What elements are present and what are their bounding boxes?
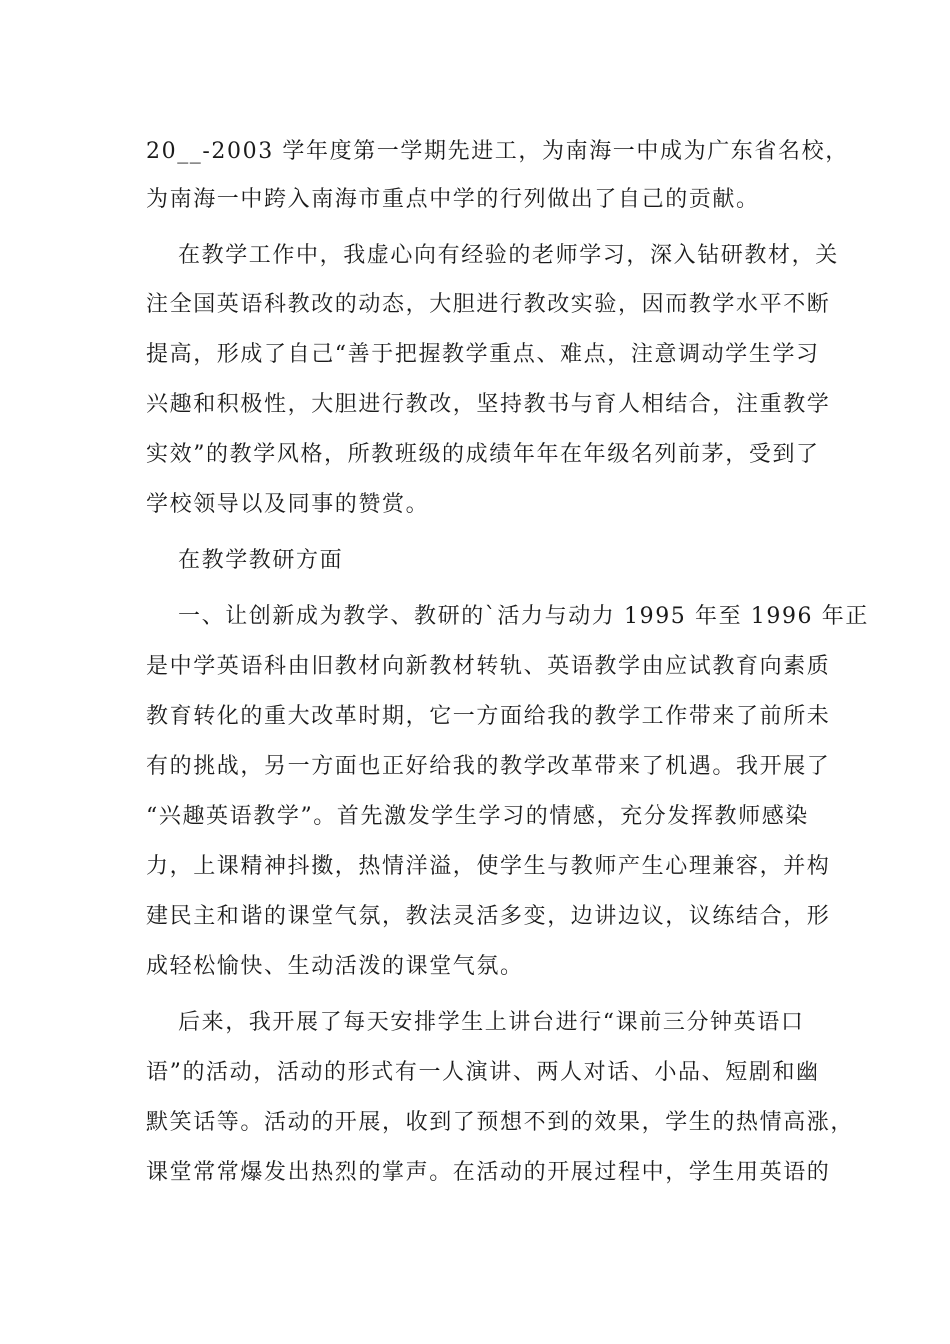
text-line: 兴趣和积极性，大胆进行教改，坚持教书与育人相结合，注重教学: [146, 392, 831, 417]
text-line: 建民主和谐的课堂气氛，教法灵活多变，边讲边议，议练结合，形: [146, 904, 831, 929]
text-line: 注全国英语科教改的动态，大胆进行教改实验，因而教学水平不断: [146, 292, 831, 317]
text-line: 20__-2003 学年度第一学期先进工，为南海一中成为广东省名校，: [146, 139, 849, 164]
text-line: 课堂常常爆发出热烈的掌声。在活动的开展过程中，学生用英语的: [146, 1160, 831, 1185]
text-line: 成轻松愉快、生动活泼的课堂气氛。: [146, 954, 524, 979]
text-line: 教育转化的重大改革时期，它一方面给我的教学工作带来了前所未: [146, 704, 831, 729]
text-line: 力，上课精神抖擞，热情洋溢，使学生与教师产生心理兼容，并构: [146, 854, 831, 879]
text-line: 学校领导以及同事的赞赏。: [146, 492, 430, 517]
text-line: 有的挑战，另一方面也正好给我的教学改革带来了机遇。我开展了: [146, 754, 831, 779]
paragraph-start-line: 在教学工作中，我虚心向有经验的老师学习，深入钻研教材，关: [178, 243, 839, 268]
text-line: “兴趣英语教学”。首先激发学生学习的情感，充分发挥教师感染: [146, 804, 809, 829]
text-line: 为南海一中跨入南海市重点中学的行列做出了自己的贡献。: [146, 187, 760, 212]
text-line: 语”的活动，活动的形式有一人演讲、两人对话、小品、短剧和幽: [146, 1060, 820, 1085]
text-line: 实效”的教学风格，所教班级的成绩年年在年级名列前茅，受到了: [146, 442, 820, 467]
text-line: 默笑话等。活动的开展，收到了预想不到的效果，学生的热情高涨，: [146, 1110, 855, 1135]
paragraph-start-line: 后来，我开展了每天安排学生上讲台进行“课前三分钟英语口: [178, 1010, 805, 1035]
text-line: 是中学英语科由旧教材向新教材转轨、英语教学由应试教育向素质: [146, 654, 831, 679]
section-heading: 在教学教研方面: [178, 548, 344, 573]
paragraph-start-line: 一、让创新成为教学、教研的`活力与动力 1995 年至 1996 年正: [178, 604, 869, 629]
text-line: 提高，形成了自己“善于把握教学重点、难点，注意调动学生学习: [146, 342, 820, 367]
